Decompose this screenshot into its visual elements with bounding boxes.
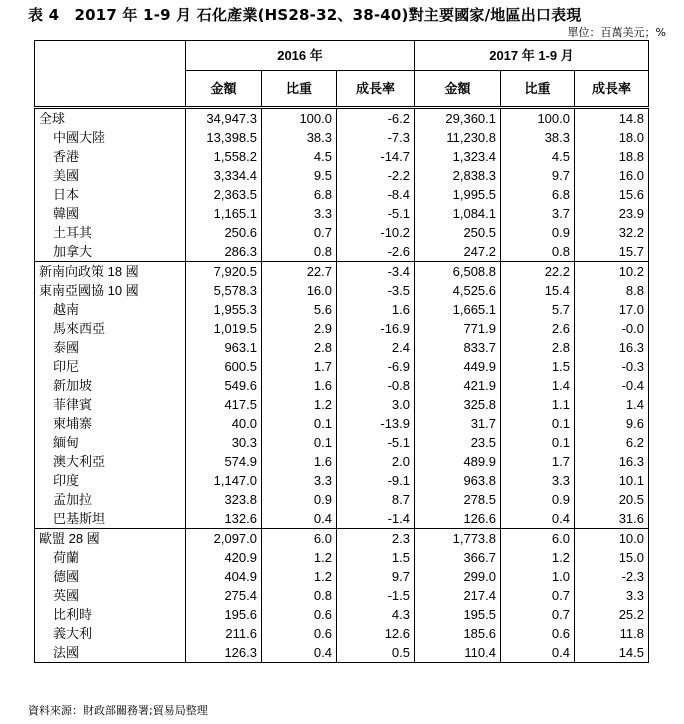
growth-2017-cell: 9.6 — [575, 414, 649, 433]
share-2016-cell: 16.0 — [262, 281, 337, 300]
share-2017-cell: 100.0 — [501, 108, 575, 129]
amount-2017-cell: 1,084.1 — [415, 204, 501, 223]
share-2016-cell: 4.5 — [262, 147, 337, 166]
share-2017-cell: 38.3 — [501, 128, 575, 147]
amount-2016-cell: 40.0 — [186, 414, 262, 433]
share-2017-cell: 1.5 — [501, 357, 575, 376]
growth-2016-cell: 8.7 — [337, 490, 415, 509]
amount-2016-cell: 549.6 — [186, 376, 262, 395]
table-row — [35, 147, 649, 166]
amount-2016-cell: 1,558.2 — [186, 147, 262, 166]
amount-2017-cell: 1,665.1 — [415, 300, 501, 319]
amount-2017-cell: 771.9 — [415, 319, 501, 338]
amount-2016-cell: 211.6 — [186, 624, 262, 643]
country-name: 新南向政策 18 國 — [35, 262, 186, 282]
country-name: 柬埔寨 — [35, 414, 186, 433]
growth-2017-cell: 16.0 — [575, 166, 649, 185]
growth-2016-cell: 9.7 — [337, 567, 415, 586]
period1-header: 2016 年 — [186, 41, 415, 71]
table-row — [35, 185, 649, 204]
amount-2017-cell: 31.7 — [415, 414, 501, 433]
amount-2016-cell: 1,019.5 — [186, 319, 262, 338]
amount-2016-cell: 250.6 — [186, 223, 262, 242]
amount-2016-cell: 30.3 — [186, 433, 262, 452]
table-row — [35, 281, 649, 300]
share-2016-cell: 1.6 — [262, 452, 337, 471]
corner-header — [35, 41, 186, 108]
share-2016-cell: 100.0 — [262, 108, 337, 129]
growth-2017-cell: 14.8 — [575, 108, 649, 129]
share-2016-cell: 0.6 — [262, 605, 337, 624]
growth-2016-cell: -1.4 — [337, 509, 415, 529]
country-name: 孟加拉 — [35, 490, 186, 509]
growth-2016-cell: 2.4 — [337, 338, 415, 357]
share-2017-cell: 0.7 — [501, 586, 575, 605]
country-name: 印尼 — [35, 357, 186, 376]
share-2016-cell: 1.7 — [262, 357, 337, 376]
amount-2017-cell: 11,230.8 — [415, 128, 501, 147]
amount-2016-cell: 1,165.1 — [186, 204, 262, 223]
table-row — [35, 128, 649, 147]
unit-note: 單位：百萬美元；% — [567, 26, 666, 39]
growth-2017-cell: -0.0 — [575, 319, 649, 338]
share-2017-cell: 0.4 — [501, 509, 575, 529]
country-name: 比利時 — [35, 605, 186, 624]
share-2017-cell: 4.5 — [501, 147, 575, 166]
table-row — [35, 376, 649, 395]
amount-2016-cell: 963.1 — [186, 338, 262, 357]
share-2016-cell: 0.8 — [262, 242, 337, 262]
amount-2016-cell: 2,363.5 — [186, 185, 262, 204]
growth-2016-cell: -16.9 — [337, 319, 415, 338]
growth-2016-cell: -2.6 — [337, 242, 415, 262]
growth-2016-cell: -8.4 — [337, 185, 415, 204]
share-2016-cell: 38.3 — [262, 128, 337, 147]
growth-2017-cell: 6.2 — [575, 433, 649, 452]
growth-2017-cell: -0.3 — [575, 357, 649, 376]
country-name: 菲律賓 — [35, 395, 186, 414]
table-row — [35, 108, 649, 129]
country-name: 荷蘭 — [35, 548, 186, 567]
growth-2017-cell: 15.0 — [575, 548, 649, 567]
growth-2016-cell: 2.3 — [337, 529, 415, 549]
country-name: 法國 — [35, 643, 186, 663]
growth-2017-cell: 16.3 — [575, 338, 649, 357]
share-2016-cell: 0.4 — [262, 509, 337, 529]
amount-2017-cell: 2,838.3 — [415, 166, 501, 185]
amount-header-1: 金額 — [186, 71, 262, 108]
share-2016-cell: 0.7 — [262, 223, 337, 242]
country-name: 義大利 — [35, 624, 186, 643]
growth-2016-cell: 4.3 — [337, 605, 415, 624]
amount-2016-cell: 2,097.0 — [186, 529, 262, 549]
amount-2016-cell: 1,147.0 — [186, 471, 262, 490]
share-2016-cell: 3.3 — [262, 204, 337, 223]
share-2017-cell: 15.4 — [501, 281, 575, 300]
amount-2017-cell: 1,323.4 — [415, 147, 501, 166]
share-2016-cell: 0.6 — [262, 624, 337, 643]
table-row — [35, 262, 649, 282]
amount-2016-cell: 275.4 — [186, 586, 262, 605]
share-2016-cell: 3.3 — [262, 471, 337, 490]
growth-2016-cell: -6.9 — [337, 357, 415, 376]
table-row — [35, 357, 649, 376]
country-name: 全球 — [35, 108, 186, 129]
amount-2016-cell: 1,955.3 — [186, 300, 262, 319]
share-2016-cell: 0.9 — [262, 490, 337, 509]
amount-2017-cell: 195.5 — [415, 605, 501, 624]
table-row — [35, 452, 649, 471]
amount-2017-cell: 1,773.8 — [415, 529, 501, 549]
amount-2017-cell: 217.4 — [415, 586, 501, 605]
share-2016-cell: 0.8 — [262, 586, 337, 605]
share-2017-cell: 1.4 — [501, 376, 575, 395]
amount-2016-cell: 404.9 — [186, 567, 262, 586]
amount-2017-cell: 1,995.5 — [415, 185, 501, 204]
share-2016-cell: 1.2 — [262, 395, 337, 414]
growth-2017-cell: 1.4 — [575, 395, 649, 414]
amount-2017-cell: 185.6 — [415, 624, 501, 643]
growth-2017-cell: 16.3 — [575, 452, 649, 471]
amount-2017-cell: 325.8 — [415, 395, 501, 414]
growth-2016-cell: 3.0 — [337, 395, 415, 414]
amount-2017-cell: 278.5 — [415, 490, 501, 509]
growth-header-1: 成長率 — [337, 71, 415, 108]
growth-2016-cell: 1.6 — [337, 300, 415, 319]
amount-header-2: 金額 — [415, 71, 501, 108]
table-row — [35, 509, 649, 529]
table-row — [35, 490, 649, 509]
country-name: 馬來西亞 — [35, 319, 186, 338]
growth-2017-cell: 23.9 — [575, 204, 649, 223]
source-note: 資料來源：財政部關務署;貿易局整理 — [28, 704, 208, 717]
share-2017-cell: 1.0 — [501, 567, 575, 586]
country-name: 印度 — [35, 471, 186, 490]
growth-2016-cell: -3.4 — [337, 262, 415, 282]
growth-2017-cell: 10.2 — [575, 262, 649, 282]
amount-2017-cell: 110.4 — [415, 643, 501, 663]
share-2016-cell: 0.1 — [262, 433, 337, 452]
table-row — [35, 223, 649, 242]
growth-2016-cell: 12.6 — [337, 624, 415, 643]
growth-2017-cell: 11.8 — [575, 624, 649, 643]
amount-2017-cell: 449.9 — [415, 357, 501, 376]
growth-2017-cell: -2.3 — [575, 567, 649, 586]
share-2016-cell: 6.8 — [262, 185, 337, 204]
share-2016-cell: 1.2 — [262, 567, 337, 586]
table-row — [35, 242, 649, 262]
growth-2017-cell: 25.2 — [575, 605, 649, 624]
country-name: 韓國 — [35, 204, 186, 223]
growth-2016-cell: -7.3 — [337, 128, 415, 147]
period2-header: 2017 年 1-9 月 — [415, 41, 649, 71]
country-name: 巴基斯坦 — [35, 509, 186, 529]
growth-2016-cell: -3.5 — [337, 281, 415, 300]
amount-2017-cell: 126.6 — [415, 509, 501, 529]
table-title: 表 4 2017 年 1-9 月 石化產業(HS28-32、38-40)對主要國家/地區出口表現 — [28, 6, 582, 24]
amount-2016-cell: 13,398.5 — [186, 128, 262, 147]
country-name: 澳大利亞 — [35, 452, 186, 471]
amount-2017-cell: 366.7 — [415, 548, 501, 567]
country-name: 泰國 — [35, 338, 186, 357]
growth-2016-cell: -5.1 — [337, 433, 415, 452]
table-row — [35, 166, 649, 185]
share-2017-cell: 0.9 — [501, 223, 575, 242]
amount-2017-cell: 23.5 — [415, 433, 501, 452]
growth-2016-cell: -6.2 — [337, 108, 415, 129]
amount-2017-cell: 489.9 — [415, 452, 501, 471]
share-2017-cell: 0.1 — [501, 433, 575, 452]
growth-2017-cell: 15.6 — [575, 185, 649, 204]
share-2016-cell: 1.2 — [262, 548, 337, 567]
country-name: 香港 — [35, 147, 186, 166]
growth-2017-cell: 10.0 — [575, 529, 649, 549]
share-2016-cell: 9.5 — [262, 166, 337, 185]
share-2016-cell: 0.1 — [262, 414, 337, 433]
growth-2017-cell: 15.7 — [575, 242, 649, 262]
growth-2016-cell: -13.9 — [337, 414, 415, 433]
growth-2017-cell: 32.2 — [575, 223, 649, 242]
share-2016-cell: 6.0 — [262, 529, 337, 549]
share-header-1: 比重 — [262, 71, 337, 108]
growth-2016-cell: -14.7 — [337, 147, 415, 166]
table-row — [35, 395, 649, 414]
amount-2016-cell: 323.8 — [186, 490, 262, 509]
amount-2017-cell: 299.0 — [415, 567, 501, 586]
table-row — [35, 529, 649, 549]
amount-2016-cell: 34,947.3 — [186, 108, 262, 129]
growth-2017-cell: 31.6 — [575, 509, 649, 529]
growth-2016-cell: 0.5 — [337, 643, 415, 663]
table-row — [35, 471, 649, 490]
country-name: 緬甸 — [35, 433, 186, 452]
share-2017-cell: 0.9 — [501, 490, 575, 509]
growth-2016-cell: -1.5 — [337, 586, 415, 605]
share-2016-cell: 5.6 — [262, 300, 337, 319]
growth-2017-cell: 8.8 — [575, 281, 649, 300]
amount-2016-cell: 286.3 — [186, 242, 262, 262]
share-2017-cell: 22.2 — [501, 262, 575, 282]
share-2016-cell: 2.9 — [262, 319, 337, 338]
growth-2016-cell: 2.0 — [337, 452, 415, 471]
share-2017-cell: 3.3 — [501, 471, 575, 490]
country-name: 土耳其 — [35, 223, 186, 242]
amount-2017-cell: 963.8 — [415, 471, 501, 490]
country-name: 越南 — [35, 300, 186, 319]
growth-2016-cell: -9.1 — [337, 471, 415, 490]
table-row — [35, 643, 649, 663]
amount-2017-cell: 6,508.8 — [415, 262, 501, 282]
table-row — [35, 433, 649, 452]
amount-2016-cell: 420.9 — [186, 548, 262, 567]
amount-2016-cell: 126.3 — [186, 643, 262, 663]
country-name: 日本 — [35, 185, 186, 204]
country-name: 德國 — [35, 567, 186, 586]
share-2017-cell: 6.0 — [501, 529, 575, 549]
share-2016-cell: 2.8 — [262, 338, 337, 357]
amount-2016-cell: 5,578.3 — [186, 281, 262, 300]
share-2016-cell: 22.7 — [262, 262, 337, 282]
share-2017-cell: 9.7 — [501, 166, 575, 185]
amount-2017-cell: 421.9 — [415, 376, 501, 395]
country-name: 英國 — [35, 586, 186, 605]
table-row — [35, 204, 649, 223]
growth-2016-cell: 1.5 — [337, 548, 415, 567]
share-2016-cell: 0.4 — [262, 643, 337, 663]
country-name: 中國大陸 — [35, 128, 186, 147]
amount-2016-cell: 195.6 — [186, 605, 262, 624]
growth-2017-cell: -0.4 — [575, 376, 649, 395]
growth-2017-cell: 18.8 — [575, 147, 649, 166]
share-2017-cell: 1.7 — [501, 452, 575, 471]
country-name: 新加坡 — [35, 376, 186, 395]
share-2017-cell: 0.6 — [501, 624, 575, 643]
table-row — [35, 338, 649, 357]
amount-2017-cell: 247.2 — [415, 242, 501, 262]
share-2016-cell: 1.6 — [262, 376, 337, 395]
country-name: 東南亞國協 10 國 — [35, 281, 186, 300]
growth-header-2: 成長率 — [575, 71, 649, 108]
table-row — [35, 605, 649, 624]
table-row — [35, 300, 649, 319]
share-2017-cell: 1.1 — [501, 395, 575, 414]
amount-2016-cell: 3,334.4 — [186, 166, 262, 185]
share-2017-cell: 0.1 — [501, 414, 575, 433]
share-2017-cell: 3.7 — [501, 204, 575, 223]
amount-2016-cell: 132.6 — [186, 509, 262, 529]
table-row — [35, 586, 649, 605]
share-2017-cell: 5.7 — [501, 300, 575, 319]
growth-2017-cell: 3.3 — [575, 586, 649, 605]
share-2017-cell: 0.4 — [501, 643, 575, 663]
share-2017-cell: 2.6 — [501, 319, 575, 338]
table-row — [35, 567, 649, 586]
growth-2017-cell: 14.5 — [575, 643, 649, 663]
amount-2017-cell: 250.5 — [415, 223, 501, 242]
amount-2017-cell: 4,525.6 — [415, 281, 501, 300]
growth-2016-cell: -2.2 — [337, 166, 415, 185]
country-name: 美國 — [35, 166, 186, 185]
country-name: 加拿大 — [35, 242, 186, 262]
table-row — [35, 319, 649, 338]
table-row — [35, 624, 649, 643]
share-2017-cell: 0.8 — [501, 242, 575, 262]
growth-2016-cell: -5.1 — [337, 204, 415, 223]
growth-2016-cell: -10.2 — [337, 223, 415, 242]
share-2017-cell: 0.7 — [501, 605, 575, 624]
export-table — [34, 40, 649, 663]
amount-2017-cell: 29,360.1 — [415, 108, 501, 129]
table-row — [35, 414, 649, 433]
growth-2016-cell: -0.8 — [337, 376, 415, 395]
share-header-2: 比重 — [501, 71, 575, 108]
amount-2016-cell: 600.5 — [186, 357, 262, 376]
table-row — [35, 548, 649, 567]
share-2017-cell: 1.2 — [501, 548, 575, 567]
amount-2016-cell: 417.5 — [186, 395, 262, 414]
growth-2017-cell: 20.5 — [575, 490, 649, 509]
growth-2017-cell: 10.1 — [575, 471, 649, 490]
growth-2017-cell: 17.0 — [575, 300, 649, 319]
amount-2016-cell: 574.9 — [186, 452, 262, 471]
share-2017-cell: 2.8 — [501, 338, 575, 357]
growth-2017-cell: 18.0 — [575, 128, 649, 147]
amount-2017-cell: 833.7 — [415, 338, 501, 357]
country-name: 歐盟 28 國 — [35, 529, 186, 549]
amount-2016-cell: 7,920.5 — [186, 262, 262, 282]
share-2017-cell: 6.8 — [501, 185, 575, 204]
